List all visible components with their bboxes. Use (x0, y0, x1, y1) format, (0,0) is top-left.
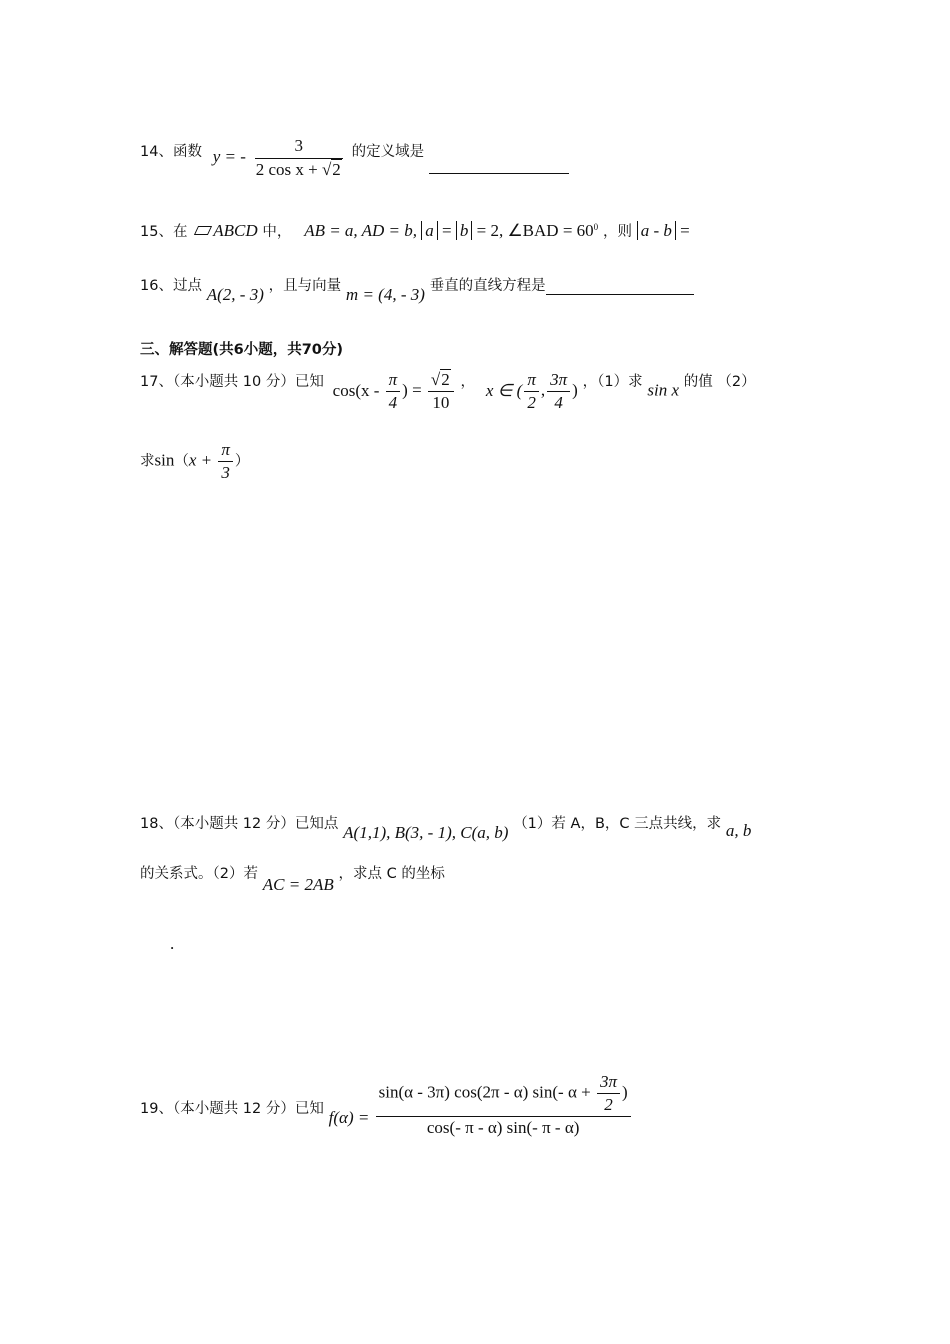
q17-paren-open: （ (174, 453, 189, 470)
q19-numerator (376, 1072, 631, 1117)
q17-close: ) (572, 380, 578, 400)
q17-sep: ， (460, 373, 476, 390)
q19-three-pi: 3π (597, 1072, 620, 1094)
q17-pi-2: π (524, 370, 539, 392)
q16-mid: ，且与向量 (268, 278, 342, 294)
q18-part1: （1）若 A，B，C 三点共线，求 (513, 816, 722, 832)
q14-answer-blank (429, 172, 569, 174)
q17-comma: , (540, 380, 546, 400)
q19-denominator: cos(- π - α) sin(- π - α) (426, 1118, 580, 1137)
q19-f: f(α) = (328, 1108, 374, 1127)
q18-eq: AC = 2AB (262, 875, 334, 894)
q15-shape: ABCD (213, 221, 258, 240)
q17-3pi-over-4 (547, 370, 570, 413)
q15-abs-b: b (456, 221, 473, 240)
q18-points: A(1,1), B(3, - 1), C(a, b) (343, 823, 509, 842)
q14-lhs: y = - (212, 147, 246, 166)
q19-fraction (376, 1072, 631, 1138)
q14-label: 14、函数 (140, 144, 202, 160)
q17-part1b: 的值 （2） (683, 373, 756, 390)
q14-den-text: 2 cos x + (255, 160, 322, 179)
q17-sqrt2 (428, 370, 454, 392)
question-18 (140, 812, 752, 842)
question-19 (140, 1072, 633, 1138)
q15-label: 15、在 (140, 224, 188, 240)
q16-answer-blank (546, 293, 694, 295)
q17-pi-3: π (218, 440, 233, 462)
question-15 (140, 220, 690, 241)
q17-ten: 10 (432, 393, 450, 412)
q17-sinx: sin x (647, 380, 680, 400)
q14-numerator: 3 (255, 136, 344, 159)
question-17-line-2 (140, 440, 249, 483)
q17-x-plus: x + (188, 450, 217, 470)
q17-sin: sin (154, 450, 175, 470)
q15-rest: = 2, ∠BAD = 60 (472, 221, 594, 240)
q19-num-text: sin(α - 3π) cos(2π - α) sin(- α + (378, 1082, 595, 1102)
q17-sqrt2-over-10 (428, 370, 454, 413)
q19-two: 2 (604, 1095, 613, 1114)
q19-num-close: ) (622, 1082, 628, 1102)
q17-three: 3 (221, 463, 230, 482)
section-3-heading: 三、解答题(共6小题，共70分) (140, 342, 344, 358)
q15-expr: AB = a, AD = b, (304, 221, 422, 240)
q16-point: A(2, - 3) (206, 285, 264, 304)
q17-three-pi: 3π (547, 370, 570, 392)
q15-abs-a: a (421, 221, 438, 240)
q15-then: ，则 (602, 224, 632, 240)
q17-paren-close: ） (234, 453, 250, 470)
q17-label: 17、（本小题共 10 分）已知 (140, 373, 324, 390)
question-18-line-2 (140, 862, 445, 894)
q17-x-in: x ∈ ( (485, 380, 523, 400)
q15-end: = (675, 221, 690, 240)
q17-pi-over-2 (524, 370, 539, 413)
q17-two: 2 (527, 393, 536, 412)
q14-sqrt-value: 2 (332, 160, 341, 179)
sqrt-symbol: √2 (321, 160, 341, 179)
q15-eq: = (437, 221, 456, 240)
q18-line2b: ，求点 C 的坐标 (338, 866, 445, 882)
q17-cos-close: ) = (402, 380, 426, 400)
q17-pi-over-4 (386, 370, 401, 413)
q18-line2a: 的关系式。（2）若 (140, 866, 258, 882)
q17-line2-label: 求 (140, 453, 155, 470)
q19-3pi-over-2 (597, 1072, 620, 1115)
q14-denominator (253, 159, 345, 180)
q15-mid: 中， (262, 224, 292, 240)
q18-dot: . (170, 934, 175, 953)
q19-label: 19、（本小题共 12 分）已知 (140, 1101, 324, 1117)
q17-part1: ，（1）求 (582, 373, 643, 390)
q15-degree: 0 (593, 222, 599, 232)
q14-fraction (253, 136, 345, 180)
q16-label: 16、过点 (140, 278, 202, 294)
q17-four-2: 4 (554, 393, 563, 412)
q18-ab: a, b (725, 821, 752, 840)
q17-pi-over-3 (218, 440, 233, 483)
q14-tail: 的定义域是 (351, 144, 425, 160)
q16-vector: m = (4, - 3) (345, 285, 425, 304)
q17-cos-open: cos(x - (332, 380, 384, 400)
question-16 (140, 274, 694, 304)
question-17 (140, 370, 756, 413)
q17-sqrt2-value: 2 (441, 370, 450, 389)
q16-tail: 垂直的直线方程是 (429, 278, 546, 294)
q15-abs-a-minus-b: a - b (637, 221, 676, 240)
q17-four: 4 (388, 393, 398, 412)
sqrt-symbol: √2 (430, 370, 450, 389)
q17-pi: π (386, 370, 401, 392)
parallelogram-icon (194, 226, 212, 235)
question-14 (140, 136, 569, 180)
q18-label: 18、（本小题共 12 分）已知点 (140, 816, 339, 832)
